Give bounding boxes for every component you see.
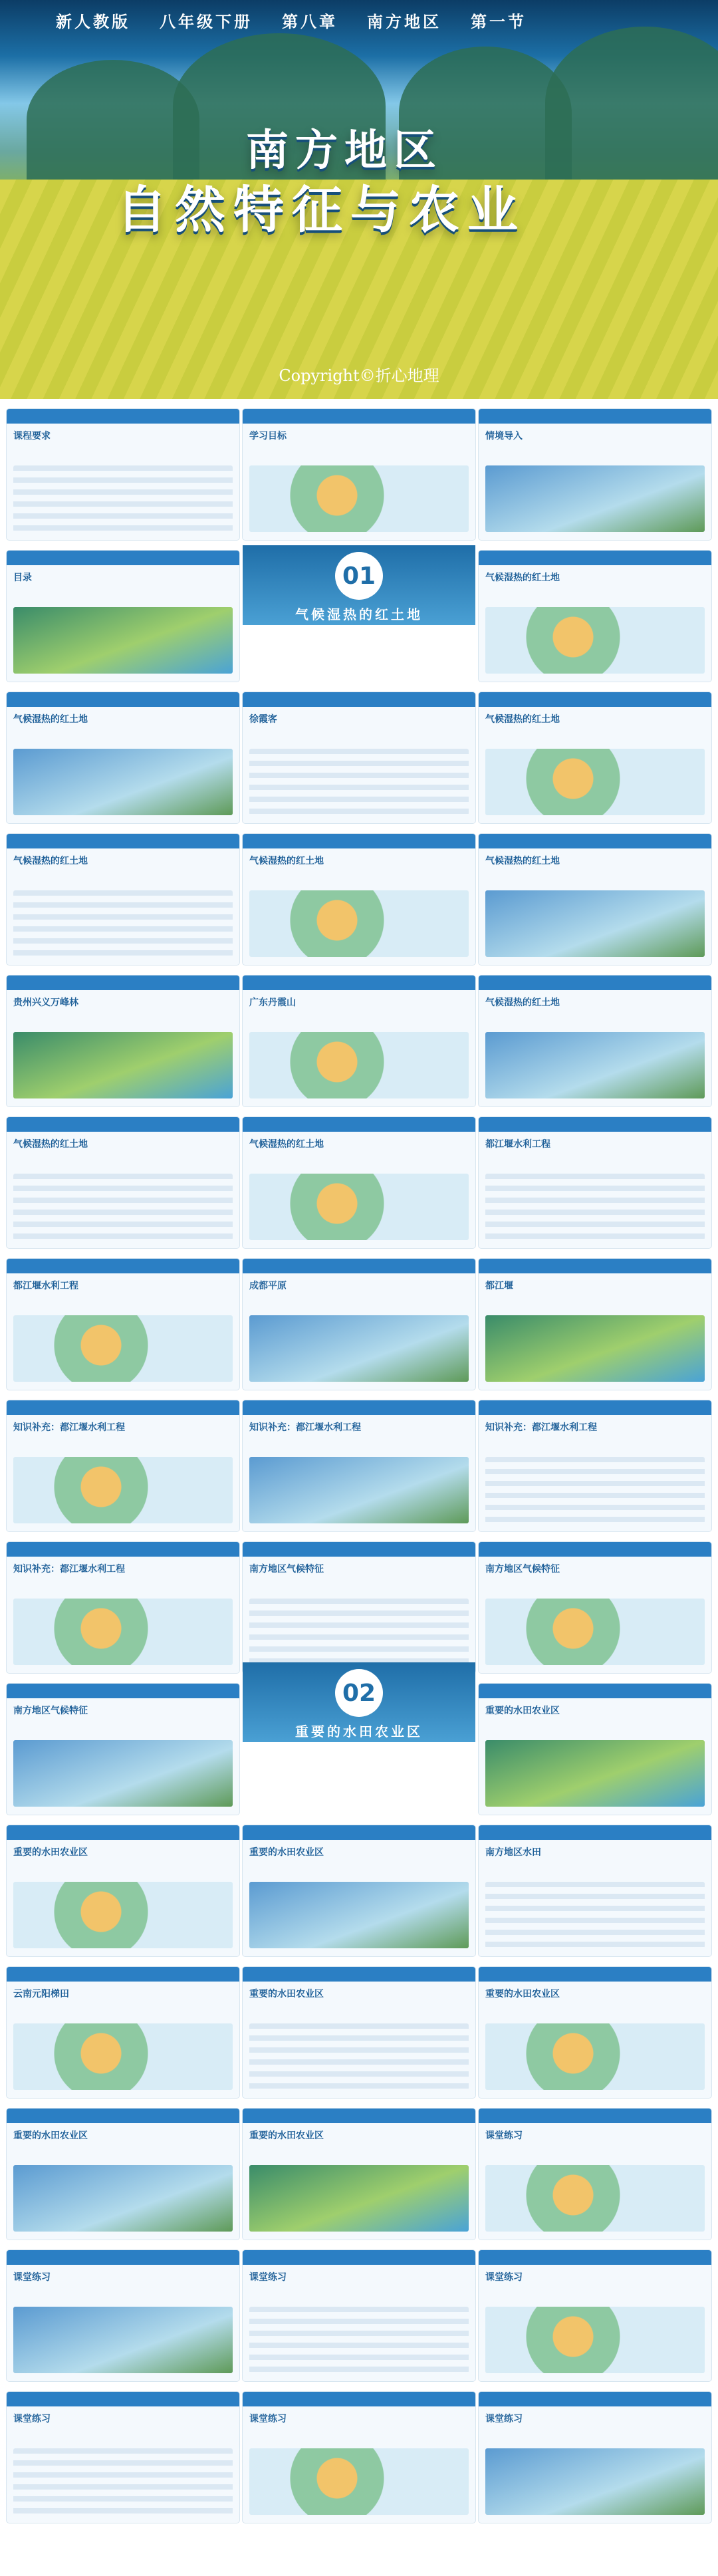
course-header [0, 0, 718, 40]
header-item: 南方地区 [367, 12, 441, 31]
slide-header-bar [243, 409, 475, 424]
slide-title: 目录 [13, 573, 32, 583]
slide-header-bar [479, 1825, 711, 1840]
slide-header-bar [479, 1542, 711, 1557]
slide-thumbnail[interactable] [7, 551, 239, 682]
slide-title: 气候湿热的红土地 [249, 856, 324, 866]
slide-header-bar [7, 551, 239, 565]
slide-image [13, 2448, 233, 2515]
slide-thumbnail[interactable] [243, 1542, 475, 1673]
slide-thumbnail[interactable] [479, 1400, 711, 1531]
slide-title: 气候湿热的红土地 [485, 714, 560, 725]
slide-header-bar [479, 975, 711, 990]
slide-image [13, 890, 233, 957]
slide-header-bar [243, 1117, 475, 1132]
slide-thumbnail[interactable] [243, 2250, 475, 2381]
slide-image [13, 1032, 233, 1098]
slide-image [249, 1882, 469, 1948]
slide-header-bar [479, 2250, 711, 2265]
slide-image [485, 465, 705, 532]
header-item: 新人教版 [56, 12, 130, 31]
slide-title: 课堂练习 [485, 2414, 523, 2424]
slide-title: 课堂练习 [249, 2272, 287, 2283]
slide-title: 南方地区水田 [485, 1847, 541, 1858]
slide-title: 气候湿热的红土地 [485, 856, 560, 866]
slide-image [13, 1740, 233, 1807]
slide-image [249, 1174, 469, 1240]
slide-image [485, 607, 705, 674]
header-item: 第八章 [282, 12, 338, 31]
slide-header-bar [7, 2109, 239, 2123]
slide-thumbnail[interactable] [479, 1967, 711, 2098]
slide-header-bar [479, 409, 711, 424]
header-item: 第一节 [471, 12, 527, 31]
slide-image [485, 1032, 705, 1098]
slide-image [485, 1315, 705, 1382]
slide-title: 都江堰 [485, 1281, 513, 1291]
slide-image [249, 2165, 469, 2232]
slide-image [249, 1457, 469, 1523]
slide-header-bar [479, 834, 711, 848]
slide-title: 气候湿热的红土地 [13, 856, 88, 866]
slide-thumbnail[interactable] [479, 409, 711, 540]
slide-header-bar [7, 1684, 239, 1698]
slide-header-bar [243, 834, 475, 848]
slide-thumbnail[interactable] [7, 1542, 239, 1673]
slide-title: 气候湿热的红土地 [13, 714, 88, 725]
slide-header-bar [479, 2392, 711, 2406]
slide-title: 都江堰水利工程 [13, 1281, 78, 1291]
slide-thumbnail[interactable] [479, 1542, 711, 1673]
slide-title: 知识补充：都江堰水利工程 [249, 1422, 361, 1433]
slide-header-bar [7, 1967, 239, 1982]
slide-header-bar [7, 1400, 239, 1415]
slide-thumbnail[interactable] [7, 1684, 239, 1815]
slide-image [249, 749, 469, 815]
slide-image [13, 1882, 233, 1948]
slide-header-bar [7, 1542, 239, 1557]
slide-header-bar [7, 692, 239, 707]
section-title: 重要的水田农业区 [295, 1724, 423, 1739]
copyright-text: Copyright©折心地理 [279, 366, 439, 385]
slide-thumbnail[interactable] [7, 2250, 239, 2381]
slide-title: 都江堰水利工程 [485, 1139, 550, 1150]
slide-header-bar [243, 2250, 475, 2265]
slide-header-bar [7, 975, 239, 990]
slide-header-bar [7, 1259, 239, 1273]
slide-title: 重要的水田农业区 [249, 2130, 324, 2141]
slide-title: 学习目标 [249, 431, 287, 442]
slide-thumbnail[interactable] [7, 1259, 239, 1390]
slide-thumbnail[interactable] [7, 1400, 239, 1531]
slide-title: 知识补充：都江堰水利工程 [485, 1422, 597, 1433]
slide-title: 重要的水田农业区 [485, 1706, 560, 1716]
slide-header-bar [7, 409, 239, 424]
slide-thumbnail[interactable] [7, 1117, 239, 1248]
slide-header-bar [243, 1542, 475, 1557]
slide-thumbnail[interactable] [479, 975, 711, 1106]
slide-title: 课堂练习 [249, 2414, 287, 2424]
slide-header-bar [243, 1400, 475, 1415]
slide-title: 重要的水田农业区 [249, 1989, 324, 1999]
slide-header-bar [479, 1967, 711, 1982]
slide-thumbnail[interactable] [7, 1967, 239, 2098]
slide-title: 重要的水田农业区 [249, 1847, 324, 1858]
slide-header-bar [7, 834, 239, 848]
slide-header-bar [479, 1400, 711, 1415]
slide-title: 课堂练习 [485, 2272, 523, 2283]
slide-title: 南方地区气候特征 [249, 1564, 324, 1575]
slide-image [13, 1315, 233, 1382]
slide-thumbnail[interactable] [479, 1825, 711, 1956]
slide-thumbnail[interactable] [479, 1684, 711, 1815]
slide-thumbnail[interactable] [7, 834, 239, 965]
slide-header-bar [479, 2109, 711, 2123]
slide-image [485, 1174, 705, 1240]
slide-thumbnail[interactable] [7, 2109, 239, 2240]
slide-thumbnail[interactable] [479, 2250, 711, 2381]
slide-header-bar [243, 692, 475, 707]
slide-image [249, 1315, 469, 1382]
slide-thumbnail[interactable] [243, 1825, 475, 1956]
slide-image [485, 1882, 705, 1948]
slide-thumbnail[interactable] [243, 409, 475, 540]
slide-title: 云南元阳梯田 [13, 1989, 69, 1999]
section-divider-1 [243, 545, 475, 625]
slide-title: 气候湿热的红土地 [485, 997, 560, 1008]
slide-thumbnail[interactable] [243, 1400, 475, 1531]
slide-thumbnail[interactable] [243, 834, 475, 965]
slide-thumbnail[interactable] [7, 692, 239, 823]
header-item: 八年级下册 [160, 12, 253, 31]
slide-title: 气候湿热的红土地 [13, 1139, 88, 1150]
slide-thumbnail[interactable] [479, 692, 711, 823]
slide-title: 知识补充：都江堰水利工程 [13, 1564, 125, 1575]
slide-title: 气候湿热的红土地 [249, 1139, 324, 1150]
slide-header-bar [7, 2250, 239, 2265]
slide-thumbnail[interactable] [7, 2392, 239, 2523]
slide-image [249, 2307, 469, 2373]
slide-title: 课堂练习 [485, 2130, 523, 2141]
slide-image [13, 2307, 233, 2373]
slide-thumbnail[interactable] [479, 2109, 711, 2240]
slide-image [485, 1457, 705, 1523]
slide-header-bar [479, 1117, 711, 1132]
slide-title: 广东丹霞山 [249, 997, 296, 1008]
slide-image [485, 2165, 705, 2232]
slide-image [485, 2307, 705, 2373]
slide-title: 南方地区气候特征 [13, 1706, 88, 1716]
slide-header-bar [243, 2109, 475, 2123]
slide-header-bar [243, 2392, 475, 2406]
slide-image [485, 2448, 705, 2515]
hero-banner [0, 0, 718, 399]
slide-thumbnail[interactable] [243, 2109, 475, 2240]
slide-thumbnail[interactable] [479, 2392, 711, 2523]
slide-header-bar [243, 1259, 475, 1273]
slide-image [485, 1599, 705, 1665]
slide-image [13, 749, 233, 815]
slide-image [13, 2023, 233, 2090]
slide-title: 知识补充：都江堰水利工程 [13, 1422, 125, 1433]
slide-thumbnail[interactable] [479, 551, 711, 682]
slide-thumbnail[interactable] [243, 1117, 475, 1248]
page-title-line2: 自然特征与农业 [116, 180, 526, 239]
slide-header-bar [479, 1259, 711, 1273]
slide-header-bar [7, 1825, 239, 1840]
slide-image [13, 465, 233, 532]
karst-mountain-shape [545, 27, 718, 180]
slide-title: 重要的水田农业区 [485, 1989, 560, 1999]
section-title: 气候湿热的红土地 [295, 606, 423, 622]
slide-header-bar [243, 975, 475, 990]
slide-title: 徐霞客 [249, 714, 277, 725]
slide-title: 课堂练习 [13, 2414, 51, 2424]
section-divider-2 [243, 1662, 475, 1742]
slide-header-bar [479, 551, 711, 565]
slide-thumbnail[interactable] [243, 692, 475, 823]
slide-title: 成都平原 [249, 1281, 287, 1291]
slide-thumbnail[interactable] [479, 1117, 711, 1248]
slide-image [13, 1599, 233, 1665]
slide-image [485, 749, 705, 815]
slide-image [249, 1032, 469, 1098]
slide-image [13, 607, 233, 674]
slide-title: 重要的水田农业区 [13, 2130, 88, 2141]
slide-header-bar [243, 1825, 475, 1840]
slide-thumbnail[interactable] [243, 975, 475, 1106]
slide-image [13, 1174, 233, 1240]
section-number: 01 [335, 552, 383, 600]
slide-title: 贵州兴义万峰林 [13, 997, 78, 1008]
slide-thumbnail[interactable] [7, 975, 239, 1106]
slide-title: 南方地区气候特征 [485, 1564, 560, 1575]
slide-thumbnail[interactable] [243, 2392, 475, 2523]
slide-thumbnail[interactable] [479, 1259, 711, 1390]
slide-image [13, 2165, 233, 2232]
slide-title: 重要的水田农业区 [13, 1847, 88, 1858]
slide-image [249, 890, 469, 957]
slide-header-bar [479, 692, 711, 707]
slide-header-bar [7, 1117, 239, 1132]
slide-image [249, 2023, 469, 2090]
section-number: 02 [335, 1669, 383, 1717]
slide-title: 情境导入 [485, 431, 523, 442]
slide-thumbnail[interactable] [243, 1259, 475, 1390]
slide-image [485, 2023, 705, 2090]
slide-image [249, 1599, 469, 1665]
slide-title: 课程要求 [13, 431, 51, 442]
slide-thumbnail[interactable] [7, 1825, 239, 1956]
slide-thumbnail[interactable] [7, 409, 239, 540]
slide-title: 课堂练习 [13, 2272, 51, 2283]
slide-header-bar [243, 1967, 475, 1982]
slide-image [249, 2448, 469, 2515]
slide-image [485, 890, 705, 957]
slide-thumbnail[interactable] [479, 834, 711, 965]
slide-image [485, 1740, 705, 1807]
slide-thumbnail[interactable] [243, 1967, 475, 2098]
slide-title: 气候湿热的红土地 [485, 573, 560, 583]
slide-image [13, 1457, 233, 1523]
slide-image [249, 465, 469, 532]
slide-header-bar [479, 1684, 711, 1698]
page-title-line1: 南方地区 [246, 126, 443, 176]
slide-header-bar [7, 2392, 239, 2406]
